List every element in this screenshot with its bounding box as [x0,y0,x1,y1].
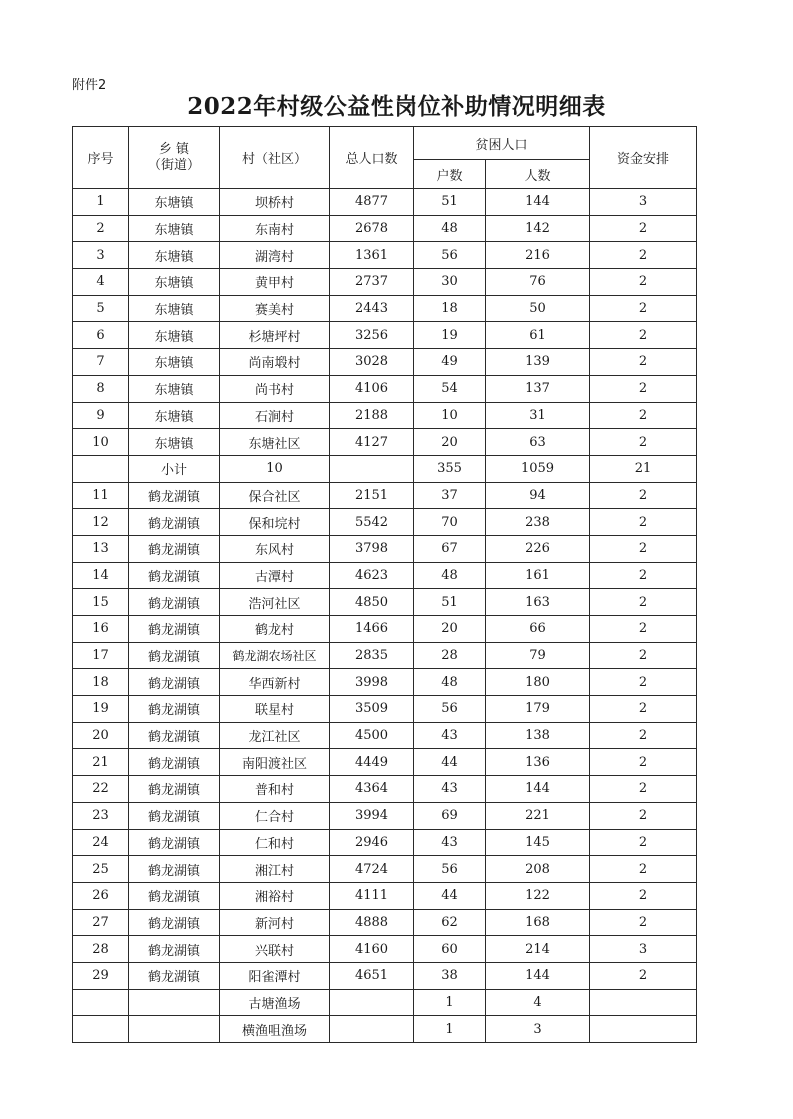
cell-seq: 14 [73,562,129,589]
cell-persons: 76 [486,269,590,296]
cell-seq: 16 [73,616,129,643]
cell-seq: 19 [73,696,129,723]
cell-village: 保和垸村 [220,509,330,536]
cell-seq: 8 [73,375,129,402]
cell-village: 浩河社区 [220,589,330,616]
cell-funds: 2 [590,482,697,509]
cell-town: 鹤龙湖镇 [129,696,220,723]
cell-village: 尚书村 [220,375,330,402]
cell-population: 4500 [330,722,414,749]
cell-town: 鹤龙湖镇 [129,936,220,963]
cell-population: 4888 [330,909,414,936]
header-poor-group: 贫困人口 [414,127,590,160]
cell-funds: 2 [590,402,697,429]
cell-households: 1 [414,1016,486,1043]
cell-households: 44 [414,882,486,909]
table-row [73,402,697,429]
cell-funds: 2 [590,802,697,829]
table-row [73,749,697,776]
table-row [73,295,697,322]
header-funds: 资金安排 [590,127,697,189]
cell-seq [73,1016,129,1043]
cell-village: 阳雀潭村 [220,962,330,989]
cell-population: 4364 [330,776,414,803]
cell-seq: 29 [73,962,129,989]
cell-funds: 2 [590,749,697,776]
cell-persons: 1059 [486,455,590,482]
table-row [73,669,697,696]
cell-funds: 2 [590,589,697,616]
table-row [73,962,697,989]
cell-village: 湘江村 [220,856,330,883]
cell-population: 3256 [330,322,414,349]
cell-households: 51 [414,189,486,216]
cell-households: 37 [414,482,486,509]
cell-households: 18 [414,295,486,322]
cell-village: 仁合村 [220,802,330,829]
table-row [73,909,697,936]
cell-households: 355 [414,455,486,482]
cell-funds [590,989,697,1016]
cell-village: 东风村 [220,535,330,562]
cell-village: 保合社区 [220,482,330,509]
cell-funds: 2 [590,349,697,376]
table-row [73,1016,697,1043]
header-row-top [73,127,697,160]
cell-population: 2151 [330,482,414,509]
cell-population: 2737 [330,269,414,296]
cell-persons: 168 [486,909,590,936]
cell-households: 38 [414,962,486,989]
cell-households: 20 [414,429,486,456]
cell-funds: 2 [590,669,697,696]
cell-population: 1466 [330,616,414,643]
cell-population: 5542 [330,509,414,536]
cell-seq: 24 [73,829,129,856]
cell-village: 石涧村 [220,402,330,429]
cell-seq [73,989,129,1016]
cell-village: 鹤龙村 [220,616,330,643]
table-row [73,989,697,1016]
cell-funds: 2 [590,722,697,749]
cell-persons: 144 [486,962,590,989]
cell-households: 56 [414,696,486,723]
cell-persons: 63 [486,429,590,456]
cell-funds: 3 [590,936,697,963]
cell-funds: 2 [590,562,697,589]
cell-village: 尚南塅村 [220,349,330,376]
cell-households: 62 [414,909,486,936]
cell-town: 鹤龙湖镇 [129,482,220,509]
cell-funds: 2 [590,295,697,322]
table-row [73,882,697,909]
cell-seq: 1 [73,189,129,216]
cell-village: 龙江社区 [220,722,330,749]
cell-town: 东塘镇 [129,322,220,349]
cell-seq: 3 [73,242,129,269]
cell-population: 3994 [330,802,414,829]
cell-town: 鹤龙湖镇 [129,562,220,589]
cell-village: 黄甲村 [220,269,330,296]
cell-seq [73,455,129,482]
table-row [73,269,697,296]
cell-households: 67 [414,535,486,562]
cell-households: 48 [414,562,486,589]
cell-funds: 2 [590,776,697,803]
subtotal-row [73,455,697,482]
cell-village: 赛美村 [220,295,330,322]
table-row [73,322,697,349]
cell-town: 鹤龙湖镇 [129,776,220,803]
cell-persons: 216 [486,242,590,269]
cell-persons: 4 [486,989,590,1016]
cell-population [330,1016,414,1043]
cell-population: 4623 [330,562,414,589]
table-row [73,242,697,269]
cell-persons: 94 [486,482,590,509]
cell-persons: 179 [486,696,590,723]
cell-town: 鹤龙湖镇 [129,589,220,616]
cell-seq: 13 [73,535,129,562]
cell-population: 2678 [330,215,414,242]
cell-village: 湘裕村 [220,882,330,909]
cell-households: 56 [414,856,486,883]
cell-population: 2443 [330,295,414,322]
table-row [73,429,697,456]
cell-households: 70 [414,509,486,536]
cell-households: 28 [414,642,486,669]
cell-village: 古塘渔场 [220,989,330,1016]
cell-seq: 7 [73,349,129,376]
cell-persons: 161 [486,562,590,589]
document-title: 2022年村级公益性岗位补助情况明细表 [187,93,606,120]
cell-town: 小计 [129,455,220,482]
cell-village: 新河村 [220,909,330,936]
table-row [73,722,697,749]
cell-population: 4106 [330,375,414,402]
cell-funds: 2 [590,509,697,536]
cell-seq: 20 [73,722,129,749]
cell-persons: 214 [486,936,590,963]
header-village: 村（社区） [220,127,330,189]
cell-seq: 23 [73,802,129,829]
cell-households: 10 [414,402,486,429]
subsidy-table [72,126,697,1043]
cell-households: 19 [414,322,486,349]
cell-persons: 137 [486,375,590,402]
cell-town: 鹤龙湖镇 [129,909,220,936]
cell-population: 4877 [330,189,414,216]
table-row [73,802,697,829]
cell-seq: 18 [73,669,129,696]
table-row [73,215,697,242]
table-row [73,375,697,402]
table-row [73,696,697,723]
table-row [73,589,697,616]
cell-persons: 145 [486,829,590,856]
cell-persons: 138 [486,722,590,749]
cell-town: 鹤龙湖镇 [129,829,220,856]
cell-seq: 15 [73,589,129,616]
cell-population: 4111 [330,882,414,909]
cell-seq: 12 [73,509,129,536]
header-persons: 人数 [486,160,590,189]
cell-persons: 31 [486,402,590,429]
cell-population: 4651 [330,962,414,989]
cell-town: 鹤龙湖镇 [129,669,220,696]
cell-persons: 144 [486,189,590,216]
cell-town: 鹤龙湖镇 [129,856,220,883]
cell-population [330,455,414,482]
table-row [73,509,697,536]
cell-funds: 2 [590,375,697,402]
cell-village: 鹤龙湖农场社区 [220,642,330,669]
header-town [129,127,220,189]
cell-persons: 61 [486,322,590,349]
cell-population: 2946 [330,829,414,856]
cell-funds: 2 [590,642,697,669]
cell-persons: 180 [486,669,590,696]
cell-town [129,989,220,1016]
cell-village: 古潭村 [220,562,330,589]
cell-population: 4850 [330,589,414,616]
cell-funds: 2 [590,829,697,856]
table-row [73,535,697,562]
cell-funds: 2 [590,616,697,643]
table-body [73,189,697,1043]
cell-funds: 2 [590,242,697,269]
table-row [73,616,697,643]
cell-funds [590,1016,697,1043]
cell-town: 鹤龙湖镇 [129,749,220,776]
cell-town: 东塘镇 [129,215,220,242]
cell-households: 1 [414,989,486,1016]
cell-population: 3998 [330,669,414,696]
cell-persons: 50 [486,295,590,322]
cell-households: 48 [414,215,486,242]
cell-persons: 3 [486,1016,590,1043]
cell-population: 4449 [330,749,414,776]
cell-seq: 11 [73,482,129,509]
cell-households: 51 [414,589,486,616]
cell-village: 湖湾村 [220,242,330,269]
cell-population: 1361 [330,242,414,269]
cell-village: 横渔咀渔场 [220,1016,330,1043]
cell-population: 4127 [330,429,414,456]
cell-village: 东南村 [220,215,330,242]
cell-seq: 22 [73,776,129,803]
table-row [73,482,697,509]
cell-population: 2188 [330,402,414,429]
cell-funds: 2 [590,962,697,989]
cell-persons: 66 [486,616,590,643]
cell-population: 3509 [330,696,414,723]
cell-town: 鹤龙湖镇 [129,962,220,989]
cell-town: 东塘镇 [129,349,220,376]
cell-funds: 21 [590,455,697,482]
cell-town: 东塘镇 [129,189,220,216]
cell-funds: 2 [590,322,697,349]
cell-households: 49 [414,349,486,376]
cell-persons: 163 [486,589,590,616]
table-row [73,562,697,589]
cell-funds: 2 [590,535,697,562]
cell-funds: 2 [590,856,697,883]
cell-town [129,1016,220,1043]
cell-persons: 226 [486,535,590,562]
cell-village: 华西新村 [220,669,330,696]
cell-households: 69 [414,802,486,829]
cell-village: 南阳渡社区 [220,749,330,776]
cell-seq: 26 [73,882,129,909]
cell-seq: 10 [73,429,129,456]
cell-funds: 2 [590,429,697,456]
cell-village: 普和村 [220,776,330,803]
cell-persons: 221 [486,802,590,829]
cell-seq: 4 [73,269,129,296]
cell-seq: 25 [73,856,129,883]
cell-town: 东塘镇 [129,269,220,296]
cell-town: 鹤龙湖镇 [129,722,220,749]
cell-persons: 79 [486,642,590,669]
table-row [73,349,697,376]
table-row [73,829,697,856]
table-row [73,936,697,963]
cell-population [330,989,414,1016]
cell-town: 东塘镇 [129,242,220,269]
header-households: 户数 [414,160,486,189]
cell-town: 东塘镇 [129,429,220,456]
cell-town: 鹤龙湖镇 [129,882,220,909]
cell-population: 4160 [330,936,414,963]
cell-village: 兴联村 [220,936,330,963]
cell-households: 43 [414,829,486,856]
header-town-line2: （街道） [147,157,200,173]
cell-village: 杉塘坪村 [220,322,330,349]
cell-population: 3798 [330,535,414,562]
cell-households: 60 [414,936,486,963]
cell-persons: 142 [486,215,590,242]
cell-town: 鹤龙湖镇 [129,802,220,829]
cell-village: 仁和村 [220,829,330,856]
cell-seq: 9 [73,402,129,429]
cell-households: 54 [414,375,486,402]
cell-population: 4724 [330,856,414,883]
cell-town: 东塘镇 [129,375,220,402]
cell-town: 东塘镇 [129,295,220,322]
cell-seq: 27 [73,909,129,936]
cell-seq: 6 [73,322,129,349]
cell-persons: 122 [486,882,590,909]
cell-funds: 2 [590,215,697,242]
cell-households: 20 [414,616,486,643]
cell-households: 43 [414,776,486,803]
cell-seq: 2 [73,215,129,242]
cell-seq: 17 [73,642,129,669]
table-row [73,189,697,216]
table-row [73,856,697,883]
cell-town: 鹤龙湖镇 [129,616,220,643]
table-row [73,642,697,669]
cell-households: 56 [414,242,486,269]
cell-households: 43 [414,722,486,749]
cell-population: 2835 [330,642,414,669]
cell-households: 30 [414,269,486,296]
cell-seq: 28 [73,936,129,963]
cell-town: 东塘镇 [129,402,220,429]
cell-town: 鹤龙湖镇 [129,642,220,669]
cell-seq: 5 [73,295,129,322]
cell-funds: 2 [590,882,697,909]
header-town-line1: 乡 镇 [158,141,190,157]
cell-village: 东塘社区 [220,429,330,456]
cell-persons: 139 [486,349,590,376]
cell-persons: 208 [486,856,590,883]
cell-town: 鹤龙湖镇 [129,509,220,536]
cell-funds: 2 [590,269,697,296]
cell-village: 坝桥村 [220,189,330,216]
cell-funds: 2 [590,696,697,723]
header-population: 总人口数 [330,127,414,189]
cell-village: 10 [220,455,330,482]
attachment-label: 附件2 [72,78,107,93]
cell-households: 44 [414,749,486,776]
cell-village: 联星村 [220,696,330,723]
cell-seq: 21 [73,749,129,776]
cell-funds: 2 [590,909,697,936]
cell-population: 3028 [330,349,414,376]
cell-persons: 136 [486,749,590,776]
cell-town: 鹤龙湖镇 [129,535,220,562]
table-row [73,776,697,803]
header-seq: 序号 [73,127,129,189]
cell-funds: 3 [590,189,697,216]
cell-persons: 144 [486,776,590,803]
cell-households: 48 [414,669,486,696]
cell-persons: 238 [486,509,590,536]
